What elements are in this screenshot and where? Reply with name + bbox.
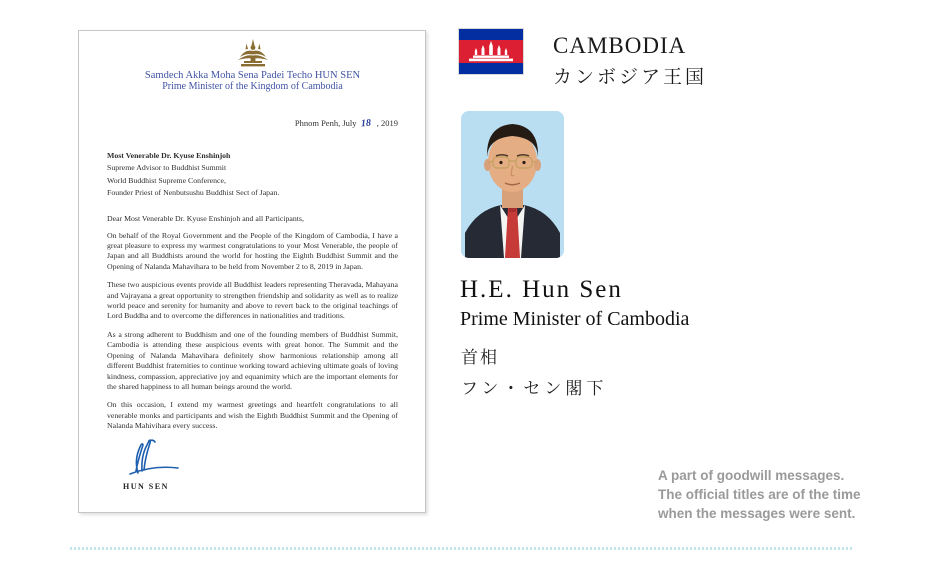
country-name-ja: カンボジア王国 xyxy=(553,67,708,88)
recipient-block xyxy=(107,150,398,200)
signature-name: HUN SEN xyxy=(123,481,169,491)
recipient-title: World Buddhist Supreme Conference, xyxy=(107,175,226,185)
letter-header-name: Samdech Akka Moha Sena Padei Techo HUN SEN xyxy=(144,70,361,81)
footnote-line: A part of goodwill messages. xyxy=(658,468,845,483)
letter-paragraph: On behalf of the Royal Government and the People of the Kingdom of Cambodia, I have a great pleasure to express my warmest congratulations to your Most Venerable, the people of Japan and all Buddhists around the world for hosting the Eighth Buddhist Summit and the Opening of Nalanda Mahavihara to be held from November 2 to 8, 2019 in Japan. xyxy=(107,230,398,271)
cambodia-flag xyxy=(459,29,523,74)
letter-date xyxy=(107,118,398,129)
divider-dashed-line xyxy=(70,547,852,550)
person-title-ja: 首相 xyxy=(461,348,499,367)
footnote xyxy=(658,466,861,523)
date-suffix: , 2019 xyxy=(376,118,398,128)
letter-document xyxy=(78,30,426,513)
angkor-wat-icon xyxy=(459,40,523,63)
handwritten-day: 18 xyxy=(360,117,371,130)
signature-icon xyxy=(123,438,185,476)
recipient-name: Most Venerable Dr. Kyuse Enshinjoh xyxy=(107,151,231,160)
footnote-line: when the messages were sent. xyxy=(658,506,856,521)
person-name-en: H.E. Hun Sen xyxy=(460,276,623,303)
portrait-illustration xyxy=(461,111,564,258)
recipient-title: Supreme Advisor to Buddhist Summit xyxy=(107,163,227,173)
flag-stripe-blue xyxy=(459,63,523,74)
signature-block xyxy=(123,438,398,491)
salutation: Dear Most Venerable Dr. Kyuse Enshinjoh and all Participants, xyxy=(107,213,304,223)
royal-crest-icon xyxy=(236,39,270,67)
letter-header-title: Prime Minister of the Kingdom of Cambodia xyxy=(162,81,343,92)
person-title-en: Prime Minister of Cambodia xyxy=(460,308,690,330)
date-prefix: Phnom Penh, July xyxy=(294,118,357,128)
recipient-title: Founder Priest of Nenbutsushu Buddhist Sect of Japan. xyxy=(107,188,280,198)
letter-paragraph: On this occasion, I extend my warmest greetings and heartfelt congratulations to all venerable monks and participants and wish the Eighth Buddhist Summit and the Opening of Nalanda Mahivihara every success. xyxy=(107,400,398,431)
portrait-photo xyxy=(461,111,564,258)
flag-stripe-blue xyxy=(459,29,523,40)
footnote-line: The official titles are of the time xyxy=(658,487,861,502)
letter-paragraph: As a strong adherent to Buddhism and one of the founding members of Buddhist Summit, Cambodia is attending these auspicious events with great honor. The Summit and the Opening of Nalanda Mahavihara definitely show harmonious relationship among all different Buddhist fraternities to continue working toward achieving ultimate goals of loving kindness, compassion, appreciative joy and equanimity which are the important elements for the shared happiness to all human beings around the world. xyxy=(107,329,398,391)
letter-paragraph: These two auspicious events provide all Buddhist leaders representing Theravada, Mahayana and Vajrayana a great opportunity to strengthen friendship and solidarity as well as to realize world peace and serenity for humanity and above to revert back to the original teachings of Lord Buddha and to overcome the differences in nationalities and traditions. xyxy=(107,280,398,321)
person-name-ja: フン・セン閣下 xyxy=(461,379,608,398)
country-name-en: CAMBODIA xyxy=(553,33,687,58)
